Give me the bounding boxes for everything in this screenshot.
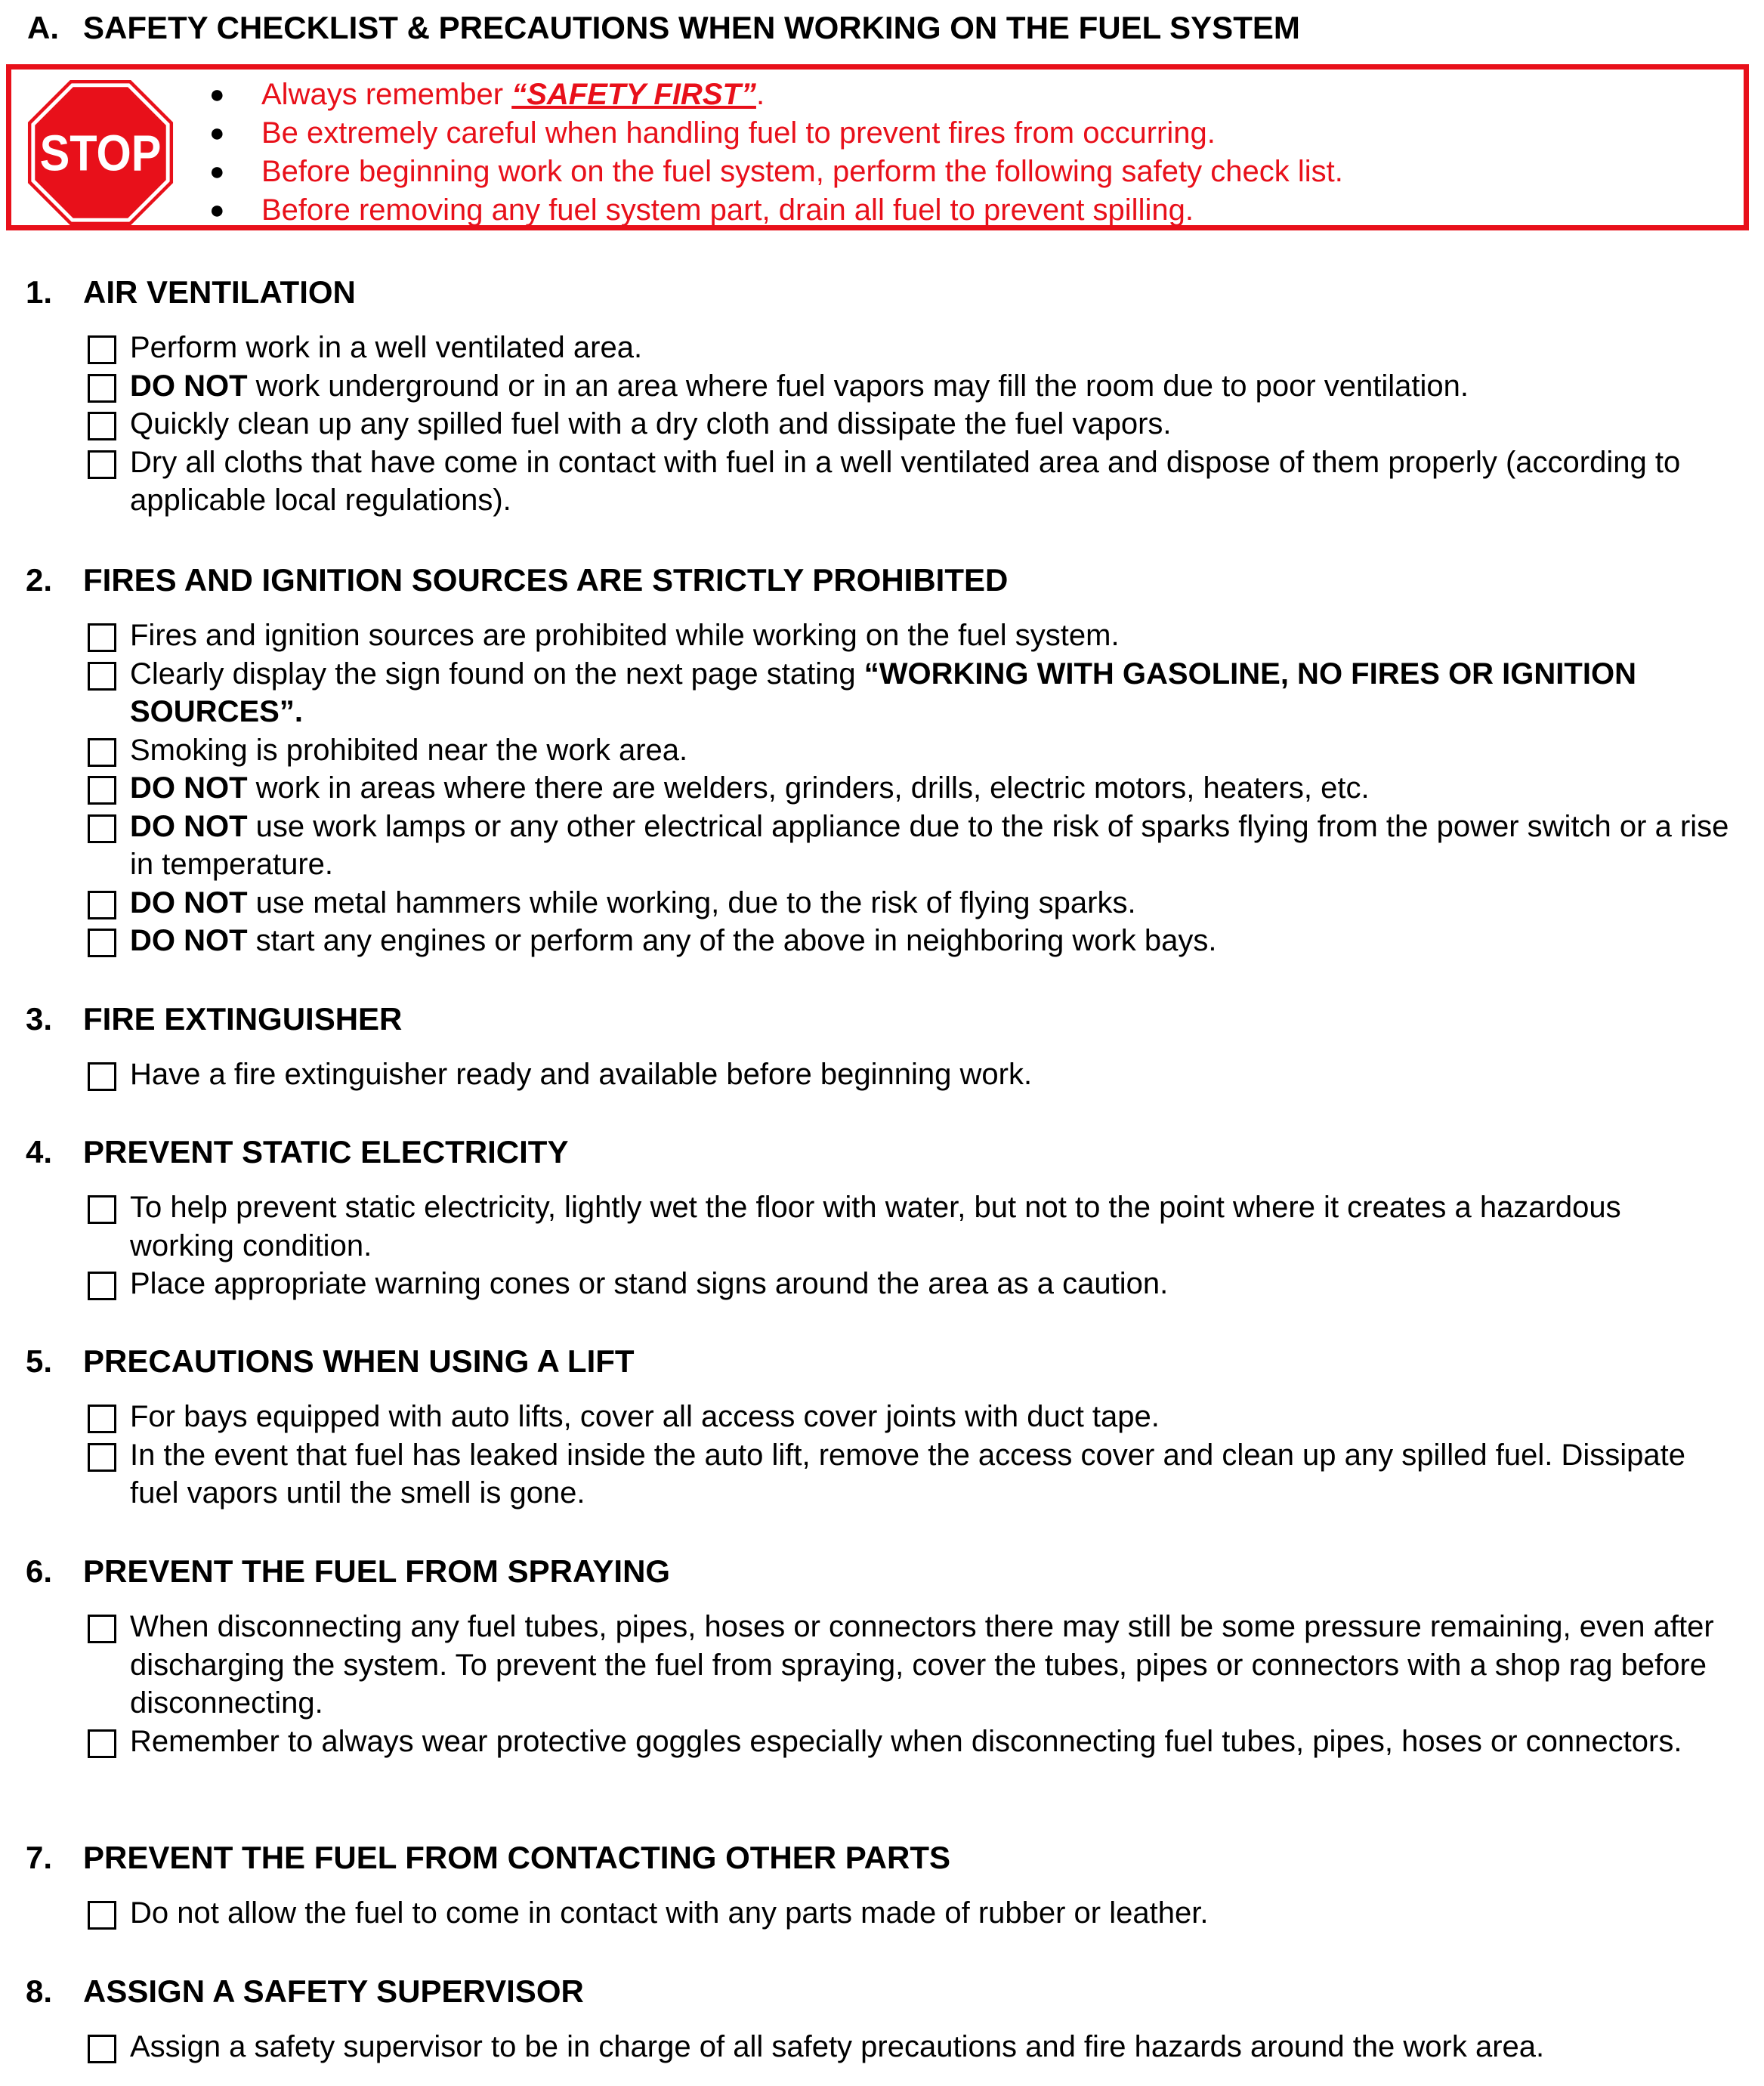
do-not-emphasis: DO NOT [130, 885, 248, 919]
checkbox[interactable] [88, 335, 116, 364]
checklist-item-text: Perform work in a well ventilated area. [130, 331, 643, 364]
warning-item: ● Before beginning work on the fuel system, perform the following safety check list. [209, 155, 1343, 188]
checklist-item-text: work in areas where there are welders, grinders, drills, electric motors, heaters, etc. [247, 771, 1370, 805]
checklist-item-text: Smoking is prohibited near the work area. [130, 733, 688, 767]
checklist-items [26, 1398, 1733, 1513]
warning-item: ● Always remember “SAFETY FIRST”. [209, 78, 765, 111]
checklist-item-text: Assign a safety supervisor to be in charge of all safety precautions and fire hazards around the work area. [130, 2030, 1545, 2063]
page-heading [27, 9, 1300, 47]
checklist-section [26, 1343, 1733, 1513]
checkbox[interactable] [88, 450, 116, 479]
checkbox[interactable] [88, 662, 116, 691]
checklist-item [26, 329, 1733, 367]
section-title [26, 1553, 1733, 1590]
checkbox[interactable] [88, 814, 116, 843]
section-number: 2. [26, 562, 53, 598]
checklist-items [26, 2028, 1733, 2066]
checkbox[interactable] [88, 891, 116, 919]
checkbox[interactable] [88, 374, 116, 403]
stop-sign-text: STOP [39, 125, 162, 182]
section-number: 5. [26, 1343, 53, 1379]
checklist-items [26, 1894, 1733, 1933]
checklist-item [26, 443, 1733, 520]
checklist-item-text: For bays equipped with auto lifts, cover all access cover joints with duct tape. [130, 1400, 1160, 1433]
checklist-item-text: When disconnecting any fuel tubes, pipes, hoses or connectors there may still be some pressure remaining, even after discharging the system. To prevent the fuel from spraying, cover the tubes, pipes or connectors with a shop rag before disconnecting. [130, 1610, 1714, 1720]
checklist-items [26, 617, 1733, 960]
checkbox[interactable] [88, 1901, 116, 1930]
checklist-item [26, 1398, 1733, 1436]
section-title [26, 561, 1733, 599]
section-number: 3. [26, 1001, 53, 1037]
checklist-item [26, 1894, 1733, 1933]
do-not-emphasis: DO NOT [130, 771, 248, 805]
section-title-text: PREVENT THE FUEL FROM SPRAYING [83, 1553, 671, 1589]
checklist-item [26, 884, 1733, 922]
checklist-items [26, 1055, 1733, 1094]
section-number: 8. [26, 1973, 53, 2009]
section-title [26, 1133, 1733, 1171]
checklist-item-text: Do not allow the fuel to come in contact with any parts made of rubber or leather. [130, 1896, 1209, 1930]
section-number: 1. [26, 274, 53, 310]
section-number: 6. [26, 1553, 53, 1589]
checklist-item [26, 1608, 1733, 1723]
checklist-item-text: Fires and ignition sources are prohibited while working on the fuel system. [130, 619, 1120, 652]
checkbox[interactable] [88, 412, 116, 440]
checklist-section [26, 273, 1733, 520]
checklist-section [26, 1973, 1733, 2066]
section-title-text: FIRE EXTINGUISHER [83, 1001, 403, 1037]
checkbox[interactable] [88, 776, 116, 805]
checklist-item [26, 769, 1733, 808]
checklist-item [26, 655, 1733, 731]
sign-text-emphasis: “WORKING WITH GASOLINE, NO FIRES OR IGNITION SOURCES”. [130, 657, 1636, 728]
section-title-text: ASSIGN A SAFETY SUPERVISOR [83, 1973, 584, 2009]
section-title-text: PREVENT STATIC ELECTRICITY [83, 1134, 569, 1170]
checkbox[interactable] [88, 1195, 116, 1224]
section-title [26, 273, 1733, 311]
checklist-item [26, 617, 1733, 655]
do-not-emphasis: DO NOT [130, 924, 248, 957]
section-title [26, 1839, 1733, 1877]
checklist-item [26, 1265, 1733, 1303]
checklist-items [26, 1608, 1733, 1760]
checklist-item-text: In the event that fuel has leaked inside the auto lift, remove the access cover and clean up any spilled fuel. Dissipate fuel vapors until the smell is gone. [130, 1438, 1686, 1510]
section-title-text: AIR VENTILATION [83, 274, 356, 310]
checklist-item-text: Dry all cloths that have come in contact with fuel in a well ventilated area and dispose of them properly (according to applicable local regulations). [130, 445, 1681, 517]
checklist-item-text: Have a fire extinguisher ready and available before beginning work. [130, 1058, 1033, 1091]
checklist-item-text: Quickly clean up any spilled fuel with a dry cloth and dissipate the fuel vapors. [130, 407, 1172, 440]
checkbox[interactable] [88, 738, 116, 767]
section-title [26, 1343, 1733, 1380]
do-not-emphasis: DO NOT [130, 369, 248, 403]
section-title [26, 1000, 1733, 1038]
safety-warning-box [6, 64, 1749, 230]
checklist-section [26, 1553, 1733, 1760]
checklist-item [26, 405, 1733, 443]
warning-item: ● Be extremely careful when handling fuel to prevent fires from occurring. [209, 116, 1216, 150]
checklist-item-text: To help prevent static electricity, lightly wet the floor with water, but not to the point where it creates a hazardous working condition. [130, 1191, 1621, 1262]
checklist-item [26, 1723, 1733, 1761]
checklist-item [26, 367, 1733, 406]
section-title-text: FIRES AND IGNITION SOURCES ARE STRICTLY PROHIBITED [83, 562, 1009, 598]
checklist-section [26, 1133, 1733, 1303]
checkbox[interactable] [88, 929, 116, 957]
checklist-item [26, 2028, 1733, 2066]
checkbox[interactable] [88, 1729, 116, 1758]
section-number: 7. [26, 1840, 53, 1875]
warning-list [11, 76, 1343, 230]
checkbox[interactable] [88, 2035, 116, 2063]
checklist-item [26, 808, 1733, 884]
checklist-item [26, 1188, 1733, 1265]
heading-letter: A. [27, 10, 59, 45]
checkbox[interactable] [88, 1615, 116, 1643]
section-number: 4. [26, 1134, 53, 1170]
checklist-section [26, 1839, 1733, 1933]
checklist-item [26, 1436, 1733, 1513]
checkbox[interactable] [88, 1405, 116, 1433]
checkbox[interactable] [88, 1443, 116, 1472]
checklist-item-text: work underground or in an area where fuel vapors may fill the room due to poor ventilation. [247, 369, 1469, 403]
checklist-section [26, 1000, 1733, 1094]
warning-item: ● Before removing any fuel system part, drain all fuel to prevent spilling. [209, 193, 1194, 227]
heading-title: SAFETY CHECKLIST & PRECAUTIONS WHEN WORKING ON THE FUEL SYSTEM [83, 10, 1300, 45]
do-not-emphasis: DO NOT [130, 809, 248, 843]
section-title [26, 1973, 1733, 2010]
checklist-item-text: use work lamps or any other electrical appliance due to the risk of sparks flying from the power switch or a rise in temperature. [130, 809, 1729, 881]
checklist-item-text: Clearly display the sign found on the next page stating [130, 657, 864, 691]
section-title-text: PREVENT THE FUEL FROM CONTACTING OTHER PARTS [83, 1840, 951, 1875]
checklist-section [26, 561, 1733, 960]
checklist-item-text: Place appropriate warning cones or stand signs around the area as a caution. [130, 1267, 1169, 1300]
checklist-item-text: Remember to always wear protective goggles especially when disconnecting fuel tubes, pipes, hoses or connectors. [130, 1724, 1682, 1758]
checkbox[interactable] [88, 1272, 116, 1300]
checklist-item-text: start any engines or perform any of the above in neighboring work bays. [247, 924, 1217, 957]
checklist-item [26, 1055, 1733, 1094]
checklist-item [26, 731, 1733, 770]
checklist-item [26, 922, 1733, 960]
checklist-items [26, 1188, 1733, 1303]
safety-first-emphasis: “SAFETY FIRST” [511, 78, 756, 111]
checklist-items [26, 329, 1733, 520]
checklist-item-text: use metal hammers while working, due to the risk of flying sparks. [247, 885, 1136, 919]
section-title-text: PRECAUTIONS WHEN USING A LIFT [83, 1343, 635, 1379]
checkbox[interactable] [88, 623, 116, 652]
checkbox[interactable] [88, 1062, 116, 1091]
